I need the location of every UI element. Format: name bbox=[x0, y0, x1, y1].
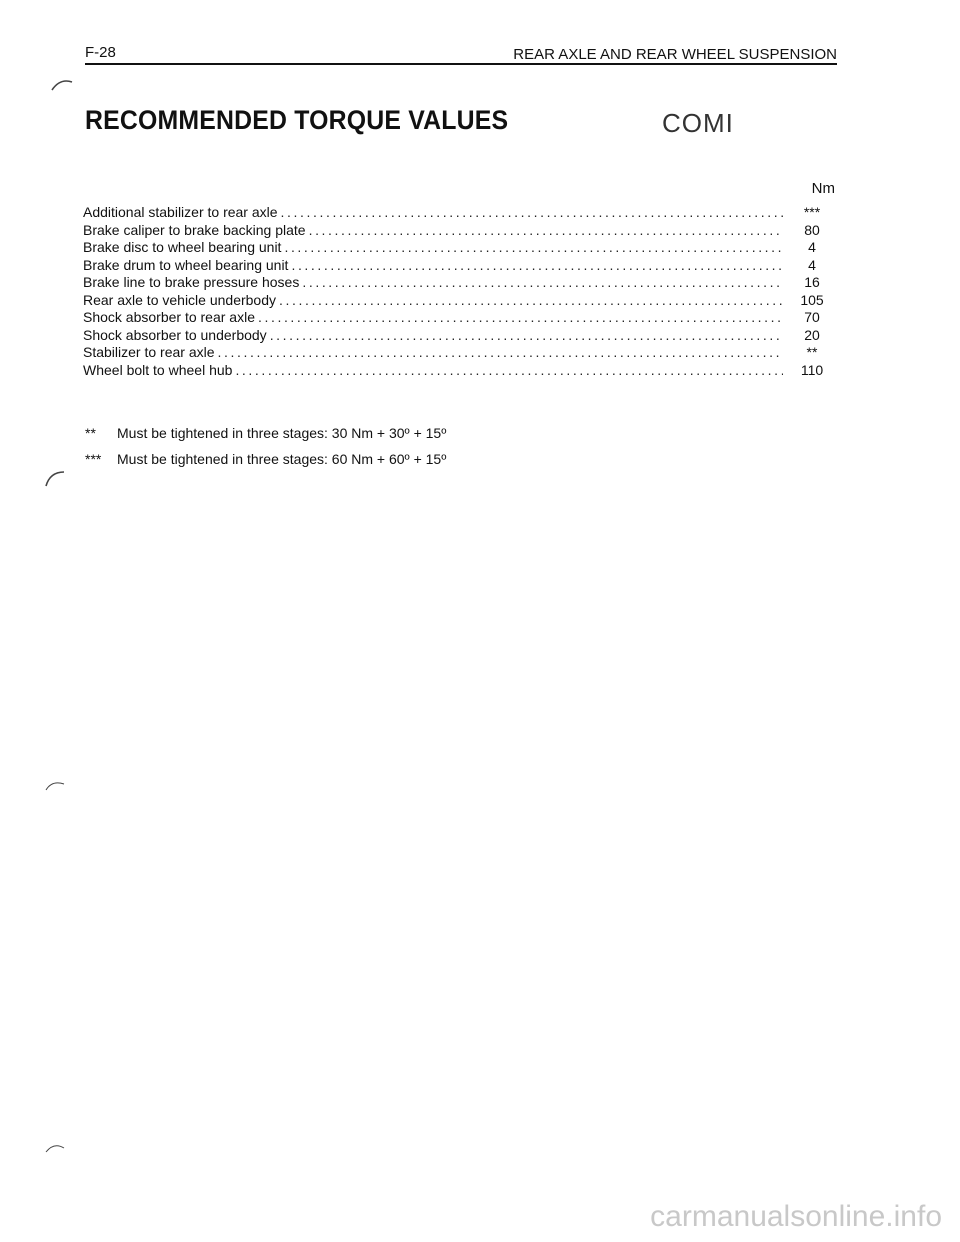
spec-row bbox=[83, 257, 835, 275]
footnote bbox=[85, 451, 446, 477]
margin-mark-icon bbox=[44, 778, 68, 794]
spec-label: Brake disc to wheel bearing unit bbox=[83, 239, 282, 255]
dot-leader bbox=[258, 309, 783, 327]
footnote-mark: ** bbox=[85, 425, 96, 441]
spec-label: Brake caliper to brake backing plate bbox=[83, 221, 306, 238]
spec-value: 105 bbox=[800, 291, 824, 308]
footnote bbox=[85, 425, 446, 451]
footnote-mark: *** bbox=[85, 451, 102, 467]
spec-label: Brake drum to wheel bearing unit bbox=[83, 256, 289, 273]
spec-row bbox=[83, 344, 835, 362]
dot-leader bbox=[281, 204, 783, 222]
page-header bbox=[85, 44, 837, 64]
spec-label: Brake line to brake pressure hoses bbox=[83, 274, 300, 290]
spec-row bbox=[83, 239, 835, 257]
dot-leader bbox=[309, 222, 783, 240]
page-number: F-28 bbox=[85, 44, 116, 61]
margin-mark-icon bbox=[44, 468, 68, 490]
spec-row bbox=[83, 327, 835, 345]
dot-leader bbox=[218, 344, 783, 362]
spec-row bbox=[83, 274, 835, 292]
dot-leader bbox=[291, 257, 783, 275]
dot-leader bbox=[302, 274, 783, 292]
spec-value: 80 bbox=[804, 221, 820, 238]
footnote-text: Must be tightened in three stages: 30 Nm + 30º + 15º bbox=[117, 425, 447, 441]
torque-spec-list bbox=[83, 204, 835, 379]
spec-label: Wheel bolt to wheel hub bbox=[83, 361, 233, 378]
dot-leader bbox=[284, 239, 783, 257]
spec-label: Additional stabilizer to rear axle bbox=[83, 204, 278, 220]
spec-value: 70 bbox=[804, 309, 820, 325]
spec-row bbox=[83, 204, 835, 222]
spec-row bbox=[83, 362, 835, 380]
spec-value: 4 bbox=[808, 256, 816, 273]
spec-value: *** bbox=[803, 204, 821, 220]
spec-value: 16 bbox=[804, 274, 820, 290]
spec-row bbox=[83, 309, 835, 327]
spec-row bbox=[83, 292, 835, 310]
margin-mark-icon bbox=[50, 76, 80, 96]
dot-leader bbox=[270, 327, 783, 345]
section-title: REAR AXLE AND REAR WHEEL SUSPENSION bbox=[513, 46, 837, 63]
dot-leader bbox=[235, 362, 783, 380]
spec-label: Stabilizer to rear axle bbox=[83, 344, 215, 360]
spec-value: 110 bbox=[800, 361, 824, 378]
footer-watermark: carmanualsonline.info bbox=[650, 1200, 942, 1233]
spec-value: 20 bbox=[804, 326, 820, 343]
unit-heading: Nm bbox=[811, 180, 835, 197]
header-rule bbox=[85, 63, 837, 65]
spec-row bbox=[83, 222, 835, 240]
footnote-text: Must be tightened in three stages: 60 Nm + 60º + 15º bbox=[117, 451, 447, 467]
margin-mark-icon bbox=[44, 1140, 68, 1156]
page-title: RECOMMENDED TORQUE VALUES bbox=[85, 105, 509, 135]
dot-leader bbox=[279, 292, 783, 310]
spec-value: 4 bbox=[808, 239, 816, 255]
footnotes bbox=[85, 425, 446, 477]
spec-label: Rear axle to vehicle underbody bbox=[83, 291, 277, 308]
spec-label: Shock absorber to underbody bbox=[83, 326, 267, 343]
spec-value: ** bbox=[806, 344, 818, 360]
spec-label: Shock absorber to rear axle bbox=[83, 309, 255, 325]
stamp-text: COMI bbox=[662, 108, 734, 138]
